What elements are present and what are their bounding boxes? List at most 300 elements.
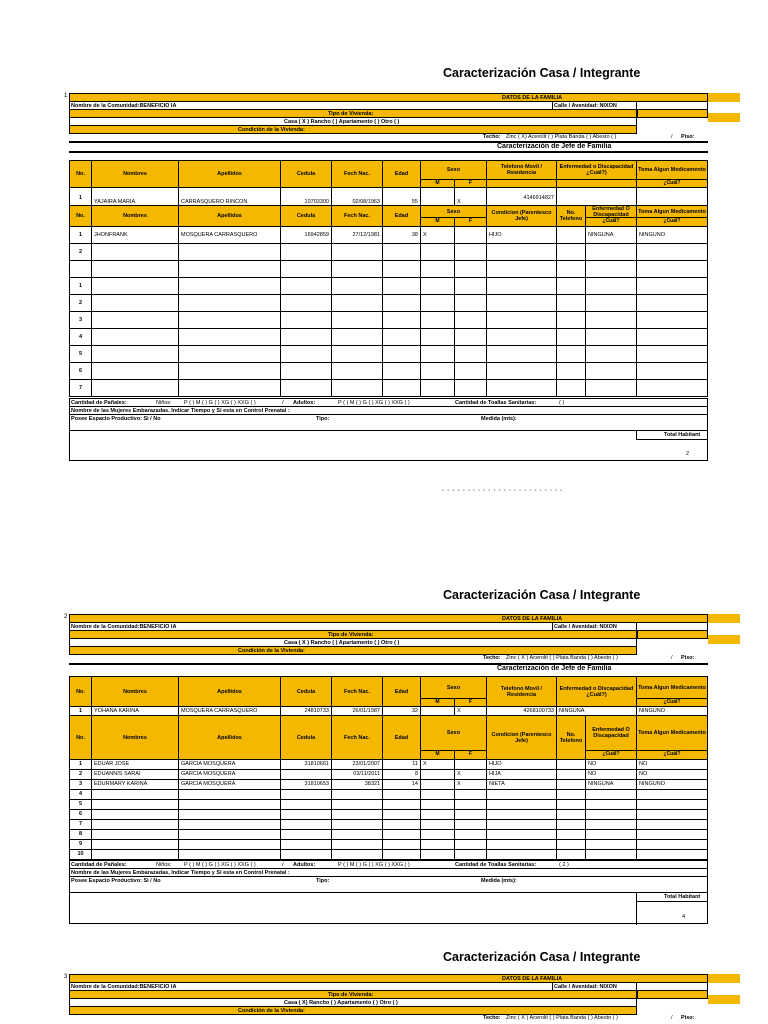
col-enfermedad: Enfermedad o Discapacidad ¿Cuál?) (556, 676, 637, 707)
jefe-edad: 55 (382, 187, 421, 206)
member-f (454, 379, 487, 397)
member-no (69, 260, 92, 278)
member-telefono (556, 226, 586, 244)
member-medicamento (636, 849, 708, 860)
member-apellidos (178, 277, 281, 295)
jefe-cedula: 10703300 (280, 187, 332, 206)
member-no: 5 (69, 799, 92, 810)
col-no: No. (69, 160, 92, 188)
member-edad: 8 (382, 769, 421, 780)
member-telefono (556, 311, 586, 329)
col-sexo: Sexo (420, 676, 487, 699)
member-medicamento: NO (636, 769, 708, 780)
member-fech (331, 294, 383, 312)
tipo-vivienda-label: Tipo de Vivienda: (328, 632, 374, 638)
techo-options: Zinc ( X ) Acerolit ( ) Plata Banda ( ) Abesto ( ) (506, 1015, 618, 1021)
member-m (420, 311, 455, 329)
member-nombres: EDURMARY KARINA (91, 779, 179, 790)
condicion-vivienda-label: Condición de la Vivienda: (238, 1008, 305, 1014)
col-fech: Fech Nac. (331, 205, 383, 227)
tipo-vivienda-options: Casa ( X ) Rancho ( ) Apartamento ( ) Otro ( ) (284, 119, 400, 125)
orange-extension (708, 974, 740, 983)
col-medicamento: Toma Algun Medicamento (636, 715, 708, 751)
jefe-telefono: 4268100733 (486, 706, 557, 716)
adultos-sizes: P ( ) M ( ) G ( ) XG ( ) XXG ( ) (338, 862, 410, 868)
member-condicion (486, 277, 557, 295)
member-m (420, 277, 455, 295)
jefe-edad: 32 (382, 706, 421, 716)
member-telefono (556, 849, 586, 860)
ninos-sizes: P ( ) M ( ) G ( ) XG ( ) XXG ( ) (184, 400, 256, 406)
member-no: 3 (69, 779, 92, 790)
member-f (454, 243, 487, 261)
member-telefono (556, 379, 586, 397)
member-fech (331, 328, 383, 346)
member-no: 5 (69, 345, 92, 363)
col-sexo: Sexo (420, 205, 487, 218)
jefe-enfermedad: NINGUNA (556, 706, 637, 716)
member-m (420, 328, 455, 346)
col-telefono: Telefono Movil / Residencia (486, 676, 557, 707)
comunidad-label: Nombre de la Comunidad:BENEFICIO IA (71, 984, 177, 990)
jefe-f: X (454, 706, 487, 716)
datos-familia-label: DATOS DE LA FAMILIA (502, 616, 563, 622)
member-condicion (486, 379, 557, 397)
member-m: X (420, 226, 455, 244)
member-enfermedad: NINGUNA (585, 779, 637, 790)
col-no: No. (69, 676, 92, 707)
col-m: M (420, 750, 455, 760)
panales-label: Cantidad de Pañales: (71, 862, 127, 868)
col-nombres: Nombres (91, 715, 179, 760)
member-fech (331, 362, 383, 380)
member-enfermedad (585, 362, 637, 380)
member-condicion: HIJO (486, 226, 557, 244)
jefe-medicamento: NINGUNO (636, 706, 708, 716)
panales-label: Cantidad de Pañales: (71, 400, 127, 406)
member-apellidos: GARCIA MOSQUERA (178, 779, 281, 790)
ninos-label: Niños: (156, 400, 172, 406)
piso-label: Piso: (681, 655, 695, 661)
member-apellidos (178, 362, 281, 380)
member-nombres (91, 243, 179, 261)
total-value: 4 (682, 914, 686, 920)
member-medicamento (636, 328, 708, 346)
col-enfermedad: Enfermedad o Discapacidad ¿Cuál?) (556, 160, 637, 180)
member-f (454, 362, 487, 380)
member-condicion (486, 345, 557, 363)
member-enfermedad: NO (585, 759, 637, 770)
member-enfermedad (585, 328, 637, 346)
jefe-telefono: 4146914827 (486, 187, 557, 206)
member-m (420, 849, 455, 860)
jefe-m (420, 187, 455, 206)
member-edad (382, 260, 421, 278)
col-m: M (420, 698, 455, 707)
record-index: 1 (64, 93, 68, 99)
member-apellidos (178, 260, 281, 278)
techo-row: Techo: Zinc ( X) Acerolit ( ) Plata Banda ( ) Abesto ( ) / Piso: (483, 134, 695, 140)
toallas-label: Cantidad de Toallas Sanitarias: (455, 400, 537, 406)
member-enfermedad (585, 849, 637, 860)
col-cual: ¿Cuál? (636, 698, 708, 707)
piso-label: Piso: (681, 134, 695, 140)
jefe-fech: 02/08/1963 (331, 187, 383, 206)
col-telefono: No. Telefono (556, 715, 586, 760)
col-edad: Edad (382, 205, 421, 227)
member-nombres: EDUANNIS SARAI (91, 769, 179, 780)
member-condicion (486, 311, 557, 329)
col-f: F (454, 217, 487, 227)
member-no: 2 (69, 294, 92, 312)
member-edad: 11 (382, 759, 421, 770)
jefe-nombres: YAJAIRA MARIA (91, 187, 179, 206)
page-title: Caracterización Casa / Integrante (443, 66, 641, 80)
member-edad (382, 294, 421, 312)
col-f: F (454, 179, 487, 188)
col-cedula: Cedula (280, 676, 332, 707)
member-fech: 38321 (331, 779, 383, 790)
member-apellidos (178, 294, 281, 312)
member-apellidos: GARCIA MOSQUERA (178, 769, 281, 780)
orange-block (637, 630, 708, 639)
adultos-sizes: P ( ) M ( ) G ( ) XG ( ) XXG ( ) (338, 400, 410, 406)
jefe-f: X (454, 187, 487, 206)
page-title: Caracterización Casa / Integrante (443, 588, 641, 602)
member-cedula (280, 362, 332, 380)
member-condicion (486, 362, 557, 380)
jefe-enfermedad (556, 187, 637, 206)
member-telefono (556, 260, 586, 278)
member-f (454, 311, 487, 329)
member-telefono (556, 345, 586, 363)
member-no: 2 (69, 243, 92, 261)
member-f (454, 328, 487, 346)
col-enfermedad: Enfermedad O Discapacidad (585, 715, 637, 751)
member-nombres (91, 345, 179, 363)
col-cedula: Cedula (280, 715, 332, 760)
member-condicion (486, 849, 557, 860)
col-sexo: Sexo (420, 715, 487, 751)
member-m (420, 379, 455, 397)
member-fech: 23/01/2007 (331, 759, 383, 770)
total-box (69, 430, 708, 461)
member-medicamento: NINGUNO (636, 779, 708, 790)
member-nombres (91, 311, 179, 329)
member-f (454, 277, 487, 295)
member-cedula (280, 243, 332, 261)
member-enfermedad (585, 379, 637, 397)
member-f (454, 849, 487, 860)
member-edad (382, 277, 421, 295)
member-apellidos: GARCIA MOSQUERA (178, 759, 281, 770)
member-medicamento (636, 260, 708, 278)
jefe-apellidos: MOSQUERA CARRASQUERO (178, 706, 281, 716)
member-nombres (91, 379, 179, 397)
member-nombres (91, 294, 179, 312)
member-fech (331, 277, 383, 295)
member-fech (331, 345, 383, 363)
page-title: Caracterización Casa / Integrante (443, 950, 641, 964)
member-edad (382, 345, 421, 363)
orange-extension (708, 614, 740, 623)
member-apellidos (178, 345, 281, 363)
col-telefono: No. Telefono (556, 205, 586, 227)
member-f (454, 226, 487, 244)
col-cual: ¿Cuál? (585, 217, 637, 227)
member-nombres (91, 328, 179, 346)
col-apellidos: Apellidos (178, 676, 281, 707)
jefe-apellidos: CARRASQUERO RINCON (178, 187, 281, 206)
member-fech: 03/11/2011 (331, 769, 383, 780)
member-edad (382, 362, 421, 380)
col-enfermedad: Enfermedad O Discapacidad (585, 205, 637, 218)
jefe-no: 1 (69, 187, 92, 206)
member-no: 6 (69, 362, 92, 380)
col-f: F (454, 750, 487, 760)
member-no: 4 (69, 328, 92, 346)
member-enfermedad (585, 260, 637, 278)
orange-extension (708, 995, 740, 1004)
col-nombres: Nombres (91, 205, 179, 227)
member-no: 1 (69, 226, 92, 244)
member-m (420, 362, 455, 380)
member-edad (382, 849, 421, 860)
total-box (69, 892, 708, 924)
comunidad-label: Nombre de la Comunidad:BENEFICIO IA (71, 103, 177, 109)
member-edad (382, 379, 421, 397)
member-condicion (486, 294, 557, 312)
member-nombres: JHONFRANK (91, 226, 179, 244)
member-enfermedad: NO (585, 769, 637, 780)
toallas-label: Cantidad de Toallas Sanitarias: (455, 862, 537, 868)
member-m: X (420, 759, 455, 770)
member-condicion: HIJO (486, 759, 557, 770)
col-nombres: Nombres (91, 676, 179, 707)
member-cedula (280, 311, 332, 329)
col-cual: ¿Cuál? (636, 217, 708, 227)
member-telefono (556, 277, 586, 295)
member-condicion (486, 243, 557, 261)
col-medicamento: Toma Algun Medicamento (636, 205, 708, 218)
member-fech (331, 311, 383, 329)
condicion-vivienda-label: Condición de la Vivienda: (238, 648, 305, 654)
col-cedula: Cedula (280, 205, 332, 227)
member-m (420, 345, 455, 363)
embarazadas-label: Nombre de las Mujeres Embarazadas, Indicar Tiempo y Si esta en Control Prenatal : (71, 408, 290, 414)
tipo-vivienda-label: Tipo de Vivienda: (328, 111, 374, 117)
member-edad (382, 311, 421, 329)
techo-row: Techo: Zinc ( X ) Acerolit ( ) Plata Banda ( ) Abesto ( ) / Piso: (483, 655, 695, 661)
member-cedula (280, 379, 332, 397)
jefe-cedula: 24810733 (280, 706, 332, 716)
adultos-label: Adultos: (293, 400, 316, 406)
member-nombres (91, 277, 179, 295)
tipo-vivienda-label: Tipo de Vivienda: (328, 992, 374, 998)
espacio-row (69, 414, 708, 431)
member-nombres (91, 260, 179, 278)
member-telefono (556, 328, 586, 346)
total-value: 2 (686, 451, 690, 457)
member-telefono (556, 362, 586, 380)
techo-row: Techo: Zinc ( X ) Acerolit ( ) Plata Banda ( ) Abesto ( ) / Piso: (483, 1015, 695, 1021)
member-cedula (280, 345, 332, 363)
member-no: 1 (69, 277, 92, 295)
member-cedula (280, 260, 332, 278)
record-index: 3 (64, 974, 68, 980)
col-cual: ¿Cuál? (585, 750, 637, 760)
calle-label: Calle / Avenidad: NIXON (554, 103, 617, 109)
member-enfermedad (585, 345, 637, 363)
col-nombres: Nombres (91, 160, 179, 188)
member-fech: 27/12/1981 (331, 226, 383, 244)
datos-familia-label: DATOS DE LA FAMILIA (502, 95, 563, 101)
jefe-no: 1 (69, 706, 92, 716)
col-condicion: Condicion (Parentesco Jefe) (486, 715, 557, 760)
ninos-sizes: P ( ) M ( ) G ( ) XG ( ) XXG ( ) (184, 862, 256, 868)
record-index: 2 (64, 614, 68, 620)
member-fech (331, 379, 383, 397)
tipo-vivienda-options: Casa ( X) Rancho ( ) Apartamento ( ) Otro ( ) (284, 1000, 398, 1006)
tipo-vivienda-options: Casa ( X ) Rancho ( ) Apartamento ( ) Otro ( ) (284, 640, 400, 646)
member-cedula (280, 849, 332, 860)
member-edad (382, 328, 421, 346)
member-edad (382, 243, 421, 261)
member-enfermedad: NINGUNA (585, 226, 637, 244)
member-cedula: 31810653 (280, 779, 332, 790)
member-edad: 38 (382, 226, 421, 244)
calle-label: Calle / Avenidad: NIXON (554, 624, 617, 630)
techo-label: Techo: (483, 134, 501, 140)
techo-options: Zinc ( X) Acerolit ( ) Plata Banda ( ) Abesto ( ) (506, 134, 617, 140)
member-medicamento (636, 345, 708, 363)
jefe-fech: 26/01/1987 (331, 706, 383, 716)
col-fech: Fech Nac. (331, 676, 383, 707)
member-no: 7 (69, 379, 92, 397)
calle-label: Calle / Avenidad: NIXON (554, 984, 617, 990)
member-condicion: NIETA (486, 779, 557, 790)
jefe-familia-title: Caracterización de Jefe de Familia (497, 143, 612, 150)
member-cedula (280, 277, 332, 295)
panales-row: Cantidad de Pañales: Niños: P ( ) M ( ) G ( ) XG ( ) XXG ( ) / Adultos: P ( ) M ( ) G ( ) XG ( ) XXG ( ) Cantidad de Toallas Sanitarias: ( ) (69, 398, 708, 407)
orange-extension (708, 93, 740, 102)
adultos-label: Adultos: (293, 862, 316, 868)
member-no: 2 (69, 769, 92, 780)
member-no: 9 (69, 839, 92, 850)
col-m: M (420, 217, 455, 227)
condicion-vivienda-label: Condición de la Vivienda: (238, 127, 305, 133)
col-medicamento: Toma Algun Medicamento (636, 160, 708, 180)
total-label: Total Habitant (664, 432, 701, 438)
member-condicion (486, 260, 557, 278)
member-telefono (556, 243, 586, 261)
col-no: No. (69, 205, 92, 227)
col-sexo: Sexo (420, 160, 487, 180)
member-no: 6 (69, 809, 92, 820)
member-enfermedad (585, 294, 637, 312)
member-cedula: 16942859 (280, 226, 332, 244)
member-apellidos (178, 328, 281, 346)
member-m (420, 294, 455, 312)
member-no: 4 (69, 789, 92, 800)
col-apellidos: Apellidos (178, 160, 281, 188)
col-telefono: Telefono Movil / Residencia (486, 160, 557, 180)
toallas-value: ( 2 ) (559, 862, 569, 868)
jefe-nombres: YOHANA KARINA (91, 706, 179, 716)
total-label: Total Habitant (664, 894, 701, 900)
col-edad: Edad (382, 676, 421, 707)
member-f (454, 294, 487, 312)
member-fech (331, 260, 383, 278)
member-apellidos (178, 243, 281, 261)
member-f (454, 260, 487, 278)
member-no: 10 (69, 849, 92, 860)
member-f (454, 345, 487, 363)
techo-label: Techo: (483, 655, 501, 661)
member-nombres: EDUAR JOSE (91, 759, 179, 770)
col-edad: Edad (382, 715, 421, 760)
espacio-label: Posee Espacio Productivo: Si / No (71, 416, 161, 422)
member-apellidos (178, 849, 281, 860)
col-m: M (420, 179, 455, 188)
member-cedula (280, 294, 332, 312)
col-fech: Fech Nac. (331, 715, 383, 760)
col-cedula: Cedula (280, 160, 332, 188)
techo-label: Techo: (483, 1015, 501, 1021)
member-telefono (556, 294, 586, 312)
col-cual: ¿Cuál? (636, 750, 708, 760)
col-apellidos: Apellidos (178, 715, 281, 760)
member-m (420, 243, 455, 261)
member-medicamento (636, 277, 708, 295)
member-cedula (280, 328, 332, 346)
member-enfermedad (585, 243, 637, 261)
medida-label: Medida (mts): (481, 416, 517, 422)
member-condicion: HIJA (486, 769, 557, 780)
member-f: X (454, 769, 487, 780)
orange-extension (708, 635, 740, 644)
member-condicion (486, 328, 557, 346)
col-apellidos: Apellidos (178, 205, 281, 227)
tipo-label: Tipo: (316, 416, 330, 422)
ninos-label: Niños: (156, 862, 172, 868)
member-apellidos (178, 311, 281, 329)
member-no: 1 (69, 759, 92, 770)
member-enfermedad (585, 311, 637, 329)
jefe-medicamento (636, 187, 708, 206)
col-cual: ¿Cuál? (636, 179, 708, 188)
member-medicamento (636, 294, 708, 312)
member-medicamento (636, 311, 708, 329)
member-apellidos (178, 379, 281, 397)
col-medicamento: Toma Algun Medicamento (636, 676, 708, 699)
member-no: 8 (69, 829, 92, 840)
member-medicamento (636, 362, 708, 380)
espacio-label: Posee Espacio Productivo: Si / No (71, 878, 161, 884)
member-fech (331, 849, 383, 860)
comunidad-label: Nombre de la Comunidad:BENEFICIO IA (71, 624, 177, 630)
espacio-row (69, 876, 708, 893)
col-f: F (454, 698, 487, 707)
member-medicamento (636, 379, 708, 397)
col-condicion: Condicion (Parentesco Jefe) (486, 205, 557, 227)
datos-familia-label: DATOS DE LA FAMILIA (502, 976, 563, 982)
tipo-label: Tipo: (316, 878, 330, 884)
member-no: 7 (69, 819, 92, 830)
col-no: No. (69, 715, 92, 760)
member-m (420, 260, 455, 278)
orange-extension (708, 113, 740, 122)
